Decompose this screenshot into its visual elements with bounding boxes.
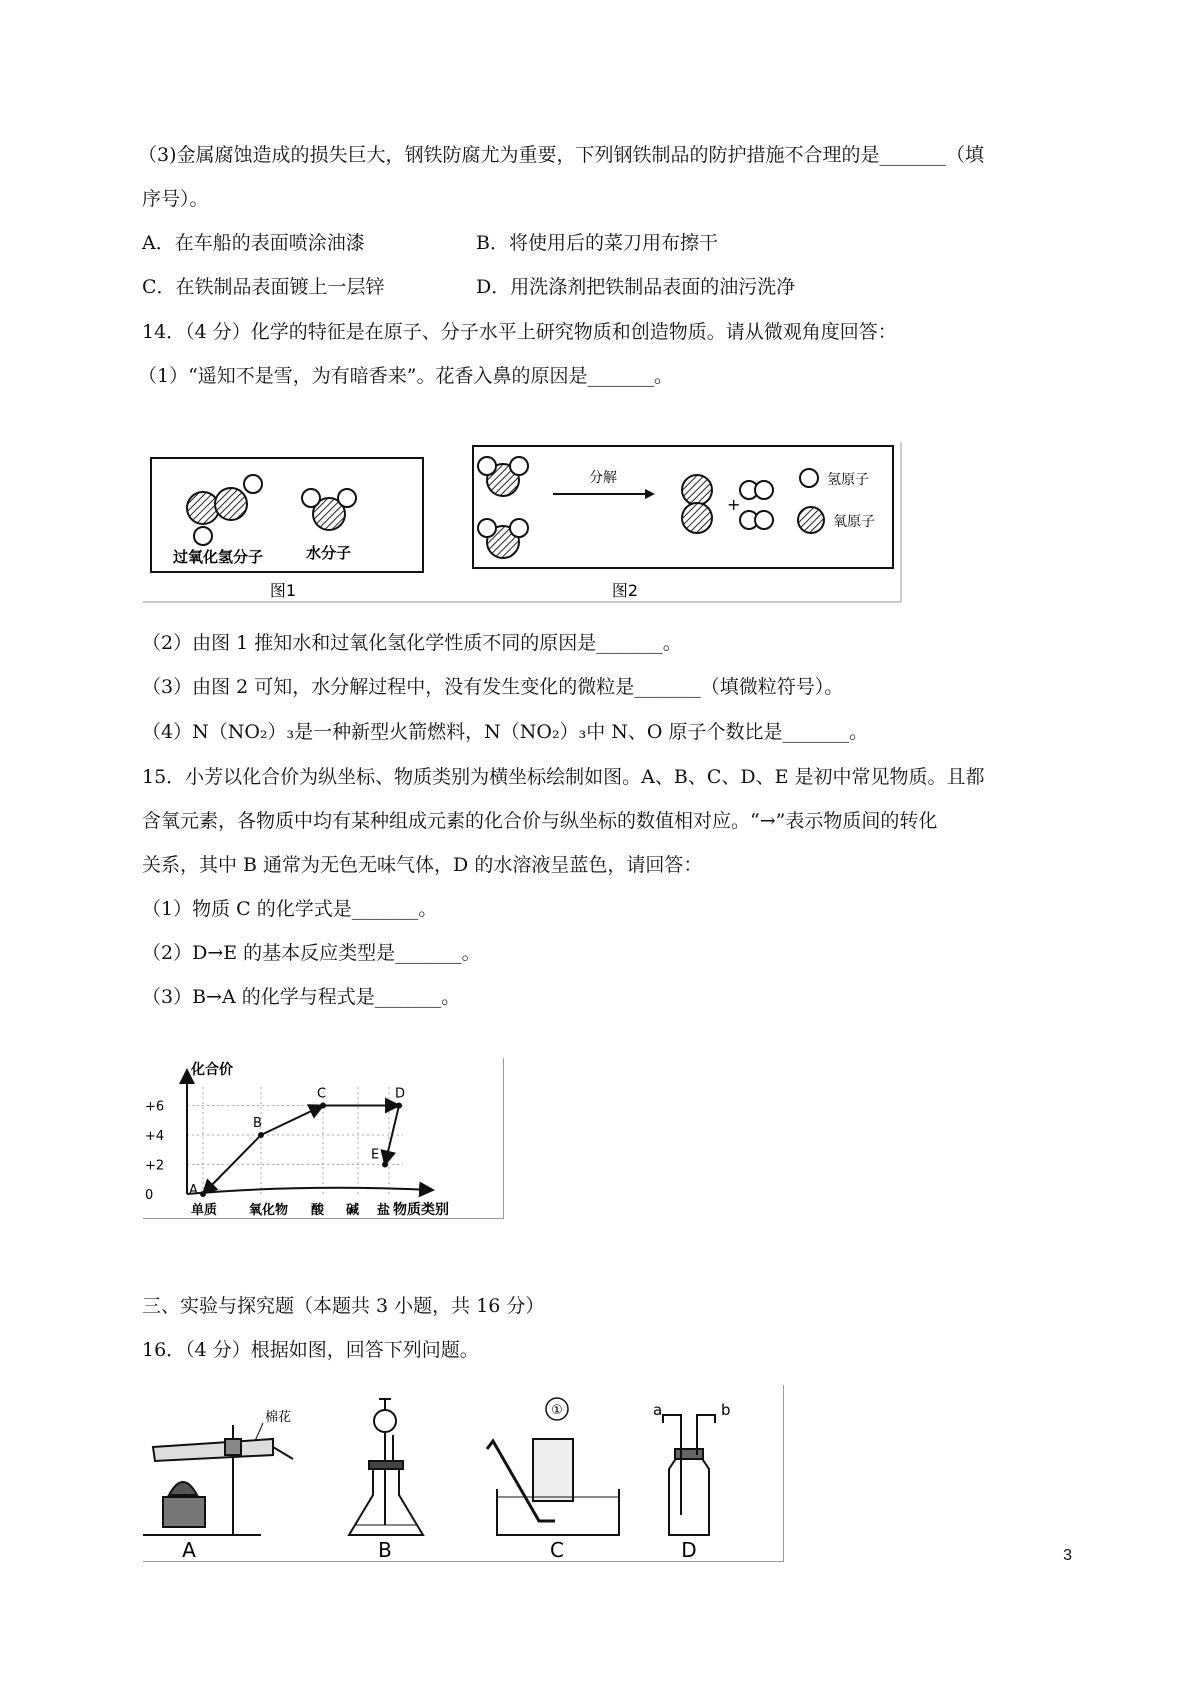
x-tick-label: 氧化物 bbox=[249, 1203, 289, 1218]
q15-part3: （3）B→A 的化学与程式是_______。 bbox=[142, 986, 461, 1008]
x-tick-label: 盐 bbox=[377, 1203, 391, 1218]
q16-stem: 16．（4 分）根据如图，回答下列问题。 bbox=[142, 1339, 479, 1361]
h2o-molecule-icon bbox=[302, 489, 356, 530]
port-a-label: a bbox=[653, 1401, 663, 1419]
x-tick-label: 单质 bbox=[191, 1203, 218, 1218]
q13-part3-line1: （3)金属腐蚀造成的损失巨大，钢铁防腐尤为重要，下列钢铁制品的防护措施不合理的是_______（填 bbox=[138, 144, 985, 166]
y-tick-label: +2 bbox=[145, 1158, 165, 1174]
point-E bbox=[382, 1162, 388, 1168]
point-label-A: A bbox=[189, 1183, 198, 1198]
fig1-caption: 图1 bbox=[269, 581, 297, 600]
point-label-C: C bbox=[317, 1086, 327, 1102]
apparatus-a-label: A bbox=[182, 1538, 196, 1561]
apparatus-svg bbox=[143, 1385, 783, 1561]
oxygen-atom-legend-icon bbox=[798, 507, 824, 533]
y-tick-label: +4 bbox=[145, 1129, 165, 1144]
valence-chart bbox=[143, 1058, 504, 1219]
x-tick-label: 酸 bbox=[311, 1203, 325, 1218]
point-B bbox=[258, 1132, 264, 1138]
fig2-legend-o: 氧原子 bbox=[833, 514, 875, 530]
fig1-h2o2-label: 过氧化氢分子 bbox=[173, 548, 264, 566]
q13-option-b: B．将使用后的菜刀用布擦干 bbox=[476, 232, 718, 254]
x-tick-label: 碱 bbox=[346, 1203, 360, 1218]
q13-option-a: A．在车船的表面喷涂油漆 bbox=[142, 232, 365, 254]
fig2-frame bbox=[473, 446, 893, 568]
port-b-label: b bbox=[721, 1401, 731, 1419]
q14-stem: 14．（4 分）化学的特征是在原子、分子水平上研究物质和创造物质。请从微观角度回答： bbox=[142, 321, 897, 343]
fig2-caption: 图2 bbox=[611, 581, 639, 600]
q15-stem-line1: 15．小芳以化合价为纵坐标、物质类别为横坐标绘制如图。A、B、C、D、E 是初中常见物质。且都 bbox=[142, 766, 985, 788]
q14-part4: （4）N（NO₂）₃是一种新型火箭燃料，N（NO₂）₃中 N、O 原子个数比是_______。 bbox=[142, 721, 868, 743]
page-number: 3 bbox=[1063, 1547, 1072, 1564]
point-C bbox=[320, 1103, 326, 1109]
molecule-figure bbox=[143, 442, 905, 604]
fig1-h2o-label: 水分子 bbox=[306, 544, 352, 562]
hydrogen-molecules-icon bbox=[740, 481, 773, 529]
y-tick-label: +6 bbox=[145, 1099, 165, 1115]
valence-chart-svg bbox=[143, 1058, 503, 1218]
point-label-D: D bbox=[395, 1086, 406, 1102]
water-molecule-bottom-icon bbox=[478, 519, 528, 558]
water-molecule-top-icon bbox=[478, 457, 528, 496]
oxygen-molecule-icon bbox=[682, 475, 712, 533]
q15-part1: （1）物质 C 的化学式是_______。 bbox=[142, 898, 438, 920]
point-label-B: B bbox=[253, 1116, 262, 1131]
fig2-legend-h: 氢原子 bbox=[827, 472, 869, 488]
q15-stem-line3: 关系，其中 B 通常为无色无味气体，D 的水溶液呈蓝色，请回答： bbox=[142, 854, 703, 876]
cotton-label: 棉花 bbox=[265, 1410, 292, 1425]
apparatus-d-label: D bbox=[681, 1538, 697, 1561]
point-label-E: E bbox=[371, 1147, 380, 1163]
apparatus-c-label: C bbox=[550, 1538, 564, 1561]
circled-one-label: ① bbox=[551, 1403, 563, 1418]
fig2-plus: + bbox=[727, 495, 741, 514]
apparatus-b-icon bbox=[349, 1399, 423, 1535]
apparatus-a-icon bbox=[143, 1425, 293, 1535]
h2o2-molecule-icon bbox=[187, 475, 262, 545]
q14-part2: （2）由图 1 推知水和过氧化氢化学性质不同的原因是_______。 bbox=[142, 632, 682, 654]
q13-option-c: C．在铁制品表面镀上一层锌 bbox=[142, 276, 385, 298]
q15-stem-line2: 含氧元素，各物质中均有某种组成元素的化合价与纵坐标的数值相对应。“→”表示物质间的转化 bbox=[142, 810, 938, 832]
apparatus-b-label: B bbox=[378, 1538, 392, 1561]
point-A bbox=[200, 1191, 206, 1197]
y-tick-label: 0 bbox=[145, 1188, 154, 1203]
apparatus-d-icon bbox=[663, 1415, 715, 1535]
y-axis-label: 化合价 bbox=[191, 1062, 233, 1078]
apparatus-c-icon bbox=[487, 1439, 619, 1535]
reaction-arrow-icon bbox=[553, 489, 655, 499]
q15-part2: （2）D→E 的基本反应类型是_______。 bbox=[142, 942, 481, 964]
q13-part3-line2: 序号）。 bbox=[142, 188, 209, 210]
section3-heading: 三、实验与探究题（本题共 3 小题，共 16 分） bbox=[142, 1295, 545, 1317]
arrow-B-C bbox=[261, 1106, 323, 1136]
q13-option-d: D．用洗涤剂把铁制品表面的油污洗净 bbox=[476, 276, 796, 298]
fig2-arrow-label: 分解 bbox=[589, 470, 617, 486]
hydrogen-atom-legend-icon bbox=[800, 469, 818, 487]
apparatus-figure bbox=[143, 1385, 784, 1562]
q14-part3: （3）由图 2 可知，水分解过程中，没有发生变化的微粒是_______（填微粒符号）。 bbox=[142, 676, 844, 698]
molecule-figure-svg bbox=[143, 442, 905, 604]
point-D bbox=[396, 1103, 402, 1109]
q14-part1: （1）“遥知不是雪，为有暗香来”。花香入鼻的原因是_______。 bbox=[138, 365, 674, 387]
x-axis bbox=[187, 1188, 433, 1194]
x-axis-label: 物质类别 bbox=[393, 1202, 449, 1218]
